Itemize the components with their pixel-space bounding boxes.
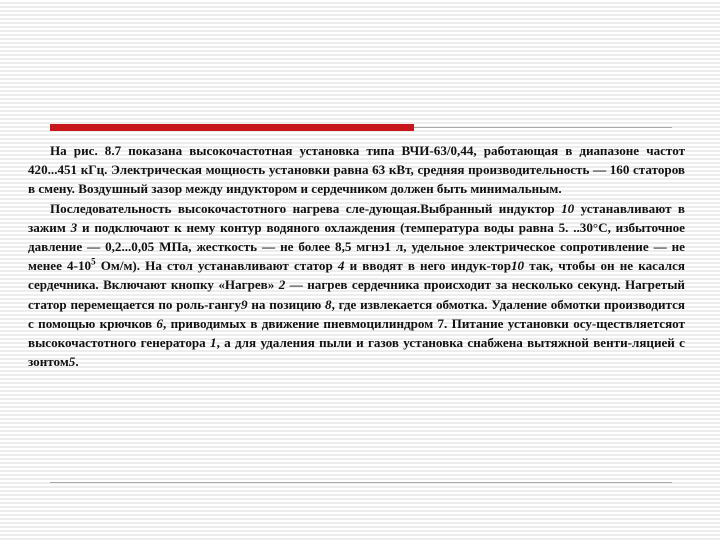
body-text [28, 141, 685, 371]
reference-number: 2 [278, 277, 286, 293]
paragraph-procedure [28, 199, 685, 372]
text-run: , а для удаления пыли и газов установка снабжена вытяжной венти-ляцией с зонтом [28, 335, 685, 370]
reference-number: 5 [68, 354, 76, 370]
text-run: — нагрев сердечника происходит за несколько секунд. Нагретый статор перемещается по роль-гангу [28, 277, 685, 312]
reference-number: 9 [241, 296, 248, 312]
exponent: 5 [91, 256, 96, 267]
text-run: на позицию [247, 296, 326, 312]
reference-number: 1 [210, 335, 217, 351]
text-run: так, чтобы он не касался сердечника. Включают кнопку «Нагрев» [28, 258, 685, 293]
text-run: , где извлекается обмотка. Удаление обмотки производится с помощью крючков [28, 296, 685, 331]
reference-number: 10 [561, 200, 575, 216]
text-run: Последовательность высокочастотного нагрева сле-дующая.Выбранный индуктор [50, 200, 562, 216]
text-run: . [75, 354, 79, 370]
paragraph-installation [28, 141, 685, 199]
text-run: устанавливают в зажим [28, 200, 685, 235]
reference-number: 3 [70, 219, 78, 235]
text-run: и вводят в него индук-тор [344, 258, 511, 274]
text-run: и подключают к нему контур водяного охлаждения (температура воды равна 5. ..30°С, избыточное давление — 0,2...0,05 МПа, жесткость — не более 8,5 мгнэ1 л, удельное электрическое сопротивление — не менее 4-10 [28, 219, 685, 274]
paragraph-text: На рис. 8.7 показана высокочастотная установка типа ВЧИ-63/0,44, работающая в диапазоне частот 420...451 кГц. Электрическая мощность установки равна 63 кВт, средняя производительность — 160 статоров в смену. Воздушный зазор между индуктором и сердечником должен быть минимальным. [28, 143, 685, 197]
top-divider [414, 127, 672, 128]
reference-number: 10 [510, 258, 525, 274]
reference-number: 4 [337, 258, 345, 274]
accent-bar [50, 124, 414, 131]
text-run: Ом/м). На стол устанавливают статор [95, 258, 338, 274]
bottom-divider [50, 482, 672, 483]
text-run: , приводимых в движение пневмоцилиндром 7. Питание установки осу-ществляетсяот высокочастотного генератора [28, 315, 685, 351]
reference-number: 6 [156, 315, 163, 331]
reference-number: 8 [325, 296, 332, 312]
